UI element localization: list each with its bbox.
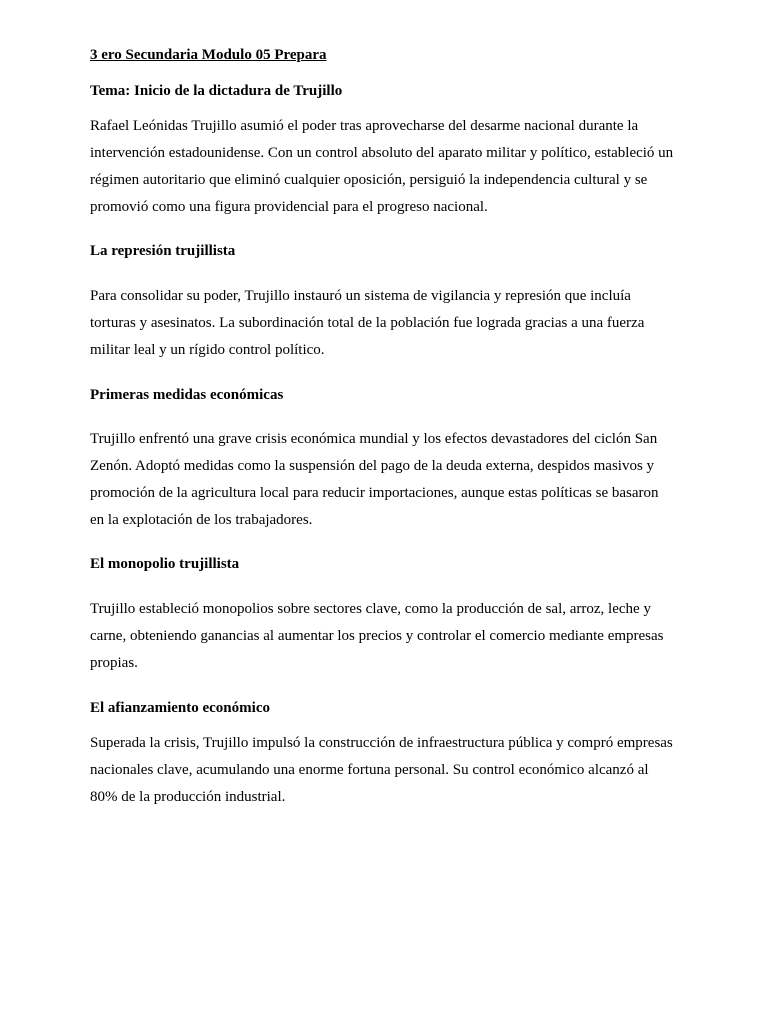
paragraph-line: Zenón. Adoptó medidas como la suspensión del pago de la deuda externa, despidos masivos y xyxy=(90,458,655,474)
paragraph-line: torturas y asesinatos. La subordinación total de la población fue lograda gracias a una fuerza xyxy=(90,315,645,331)
paragraph-line: Trujillo estableció monopolios sobre sectores clave, como la producción de sal, arroz, leche y xyxy=(90,601,651,617)
paragraph-line: promoción de la agricultura local para reducir importaciones, aunque estas políticas se basaron xyxy=(90,485,659,501)
paragraph-line: Rafael Leónidas Trujillo asumió el poder tras aprovecharse del desarme nacional durante la xyxy=(90,118,639,134)
paragraph-line: carne, obteniendo ganancias al aumentar los precios y controlar el comercio mediante empresas xyxy=(90,628,664,644)
paragraph-line: propias. xyxy=(90,655,138,671)
paragraph-line: Superada la crisis, Trujillo impulsó la construcción de infraestructura pública y compró empresas xyxy=(90,735,673,751)
paragraph-line: nacionales clave, acumulando una enorme fortuna personal. Su control económico alcanzó al xyxy=(90,762,649,778)
paragraph-line: 80% de la producción industrial. xyxy=(90,789,286,805)
paragraph-line: intervención estadounidense. Con un control absoluto del aparato militar y político, estableció un xyxy=(90,145,674,161)
paragraph-line: régimen autoritario que eliminó cualquier oposición, persiguió la independencia cultural y se xyxy=(90,172,648,188)
document-header: 3 ero Secundaria Modulo 05 Prepara xyxy=(90,47,327,63)
section-heading-represion: La represión trujillista xyxy=(90,243,236,259)
paragraph-line: militar leal y un rígido control político. xyxy=(90,342,325,358)
section-heading-monopolio: El monopolio trujillista xyxy=(90,556,240,572)
paragraph-line: promovió como una figura providencial para el progreso nacional. xyxy=(90,199,488,215)
topic-title: Tema: Inicio de la dictadura de Trujillo xyxy=(90,83,343,99)
section-heading-afianzamiento: El afianzamiento económico xyxy=(90,700,270,716)
paragraph-line: Trujillo enfrentó una grave crisis económica mundial y los efectos devastadores del ciclón San xyxy=(90,431,658,447)
paragraph-line: en la explotación de los trabajadores. xyxy=(90,512,313,528)
section-heading-medidas: Primeras medidas económicas xyxy=(90,387,284,403)
paragraph-line: Para consolidar su poder, Trujillo instauró un sistema de vigilancia y represión que incluía xyxy=(90,288,631,304)
